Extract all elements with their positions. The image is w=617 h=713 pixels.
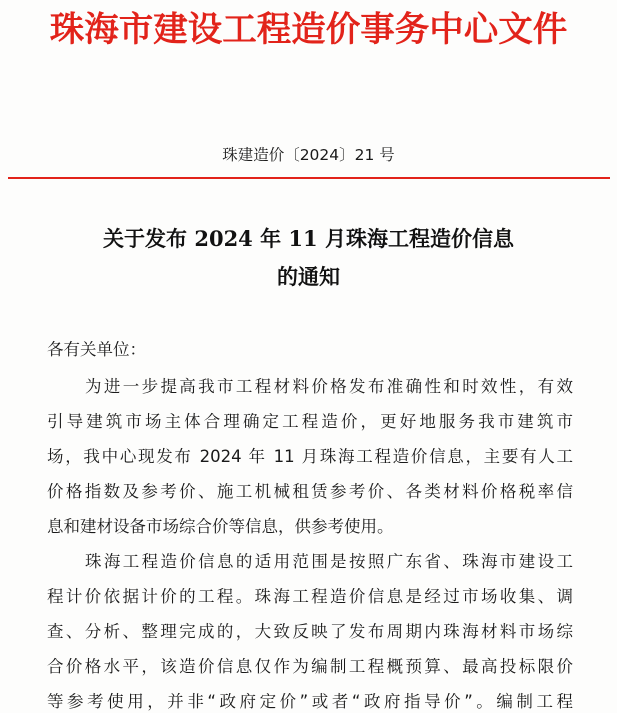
salutation: 各有关单位： (47, 340, 146, 359)
body-line: 查、分析、整理完成的，大致反映了发布周期内珠海材料市场综 (47, 622, 573, 641)
document-number: 珠建造价〔2024〕21 号 (222, 146, 395, 164)
body-line: 程计价依据计价的工程。珠海工程造价信息是经过市场收集、调 (47, 587, 573, 606)
body-line: 价格指数及参考价、施工机械租赁参考价、各类材料价格税率信 (47, 482, 573, 501)
body-line: 场，我中心现发布 2024 年 11 月珠海工程造价信息，主要有人工 (47, 447, 573, 466)
red-divider-line (8, 177, 610, 179)
body-line: 引导建筑市场主体合理确定工程造价，更好地服务我市建筑市 (47, 412, 573, 431)
body-line: 息和建材设备市场综合价等信息，供参考使用。 (47, 517, 394, 536)
body-line: 珠海工程造价信息的适用范围是按照广东省、珠海市建设工 (85, 552, 573, 571)
body-line: 等参考使用，并非“政府定价”或者“政府指导价”。编制工程 (47, 692, 573, 711)
body-line: 合价格水平，该造价信息仅作为编制工程概预算、最高投标限价 (47, 657, 573, 676)
body-line: 为进一步提高我市工程材料价格发布准确性和时效性，有效 (85, 377, 573, 396)
notice-title-line-2: 的通知 (277, 264, 340, 289)
masthead-title: 珠海市建设工程造价事务中心文件 (49, 10, 568, 50)
notice-title-line-1: 关于发布 2024 年 11 月珠海工程造价信息 (103, 226, 514, 251)
